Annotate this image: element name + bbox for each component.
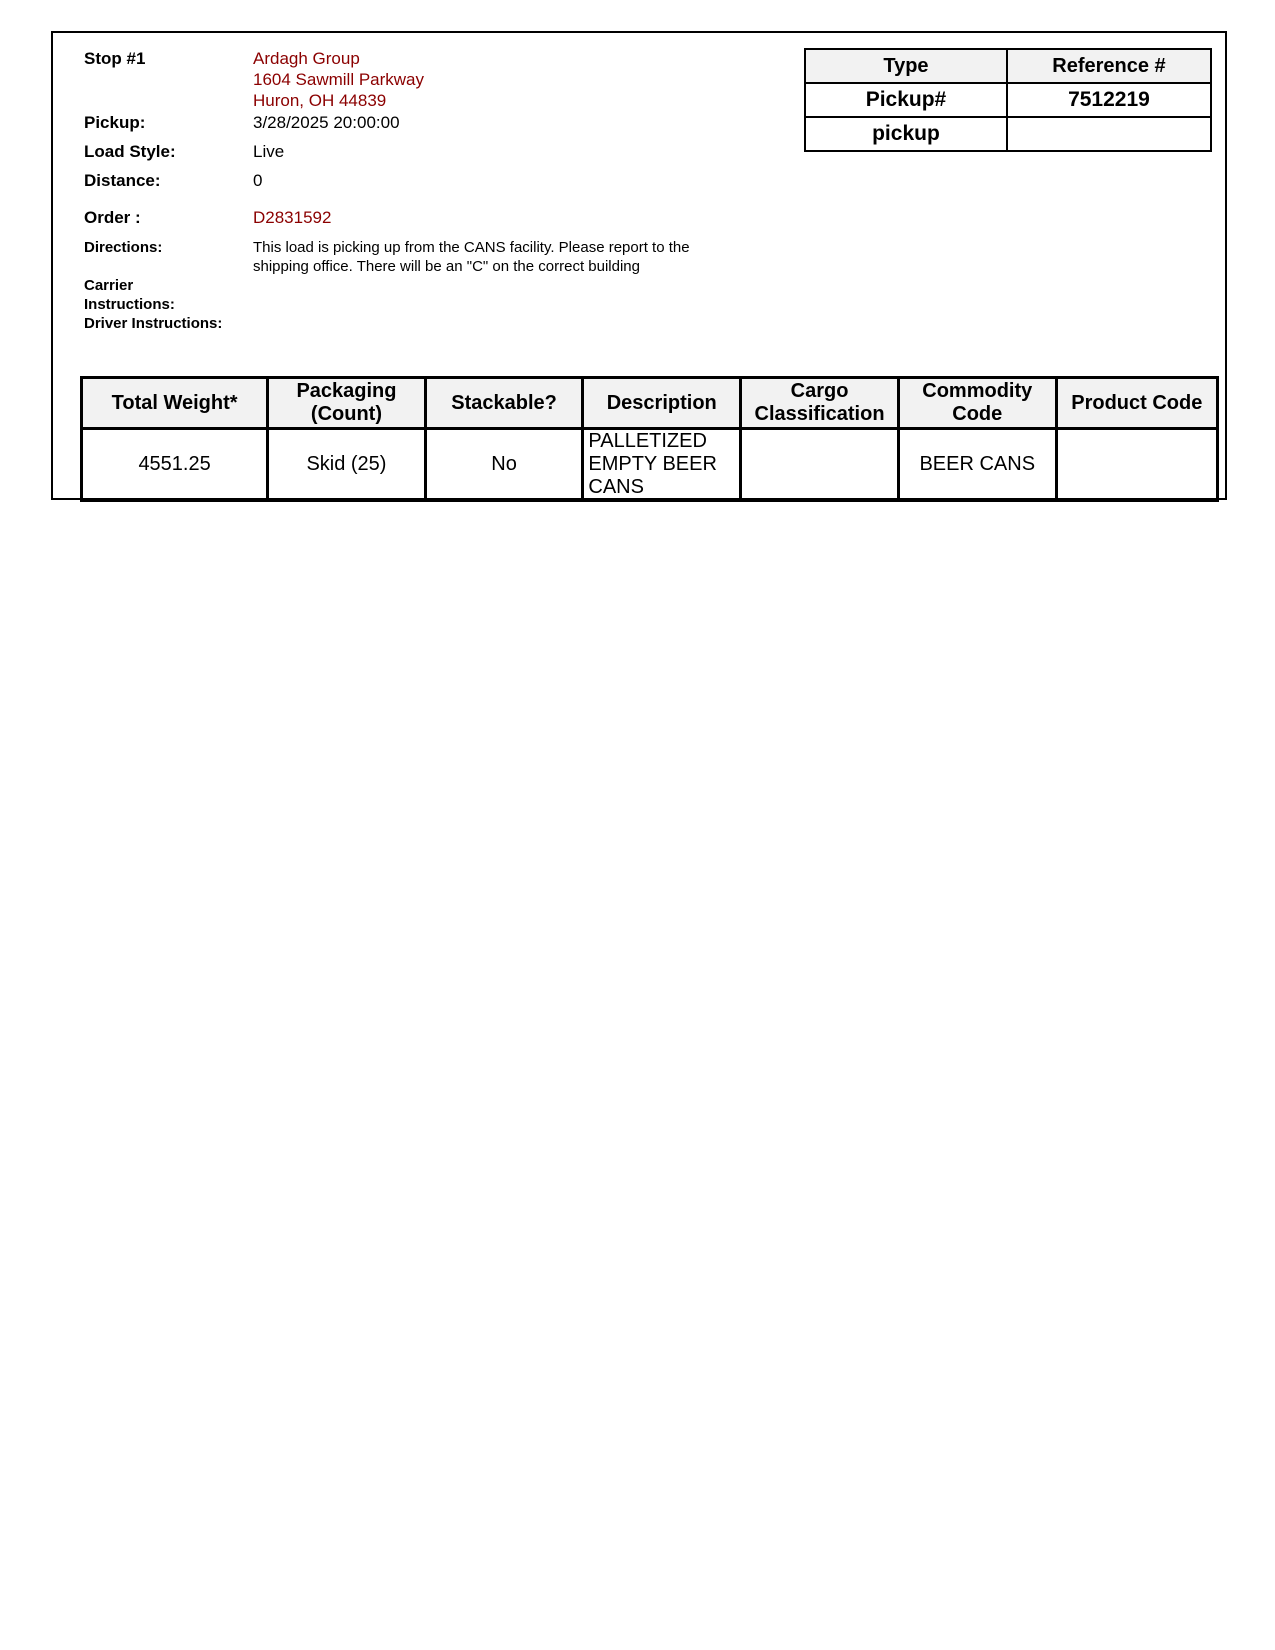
load-style-value: Live [253,142,285,161]
header-stackable: Stackable? [425,378,583,429]
directions-label: Directions: [84,239,163,256]
reference-header-number: Reference # [1007,49,1211,83]
stop-address-line2: Huron, OH 44839 [253,91,387,110]
header-commodity-code: Commodity Code [898,378,1056,429]
header-cargo-classification: Cargo Classification [741,378,899,429]
carrier-instructions-label: Carrier Instructions: [84,277,175,313]
cell-product-code [1056,429,1217,501]
reference-table-header [805,49,1211,83]
reference-type-cell: pickup [805,117,1007,151]
stop-address-line1: 1604 Sawmill Parkway [253,70,425,89]
directions-value: This load is picking up from the CANS facility. Please report to the shipping office. There will be an "C" on the correct building [253,239,690,275]
reference-number-cell: 7512219 [1007,83,1211,117]
cargo-table-header [82,378,1218,429]
reference-type-cell: Pickup# [805,83,1007,117]
cell-total-weight: 4551.25 [82,429,268,501]
order-label: Order : [84,208,141,227]
driver-instructions-label: Driver Instructions: [84,315,223,332]
header-packaging: Packaging (Count) [268,378,426,429]
distance-value: 0 [253,171,263,190]
stop-label: Stop #1 [84,49,146,68]
table-row [82,429,1218,501]
cell-stackable: No [425,429,583,501]
cargo-table [80,376,1219,502]
reference-header-type: Type [805,49,1007,83]
header-product-code: Product Code [1056,378,1217,429]
distance-label: Distance: [84,171,161,190]
reference-table [804,48,1212,152]
table-row [805,83,1211,117]
cell-packaging: Skid (25) [268,429,426,501]
pickup-label: Pickup: [84,113,146,132]
cell-cargo-classification [741,429,899,501]
pickup-value: 3/28/2025 20:00:00 [253,113,400,132]
header-description: Description [583,378,741,429]
stop-company: Ardagh Group [253,49,360,68]
reference-number-cell [1007,117,1211,151]
load-style-label: Load Style: [84,142,176,161]
table-row [805,117,1211,151]
cell-description: PALLETIZED EMPTY BEER CANS [583,429,741,501]
order-value: D2831592 [253,208,332,227]
header-total-weight: Total Weight* [82,378,268,429]
cell-commodity-code: BEER CANS [898,429,1056,501]
